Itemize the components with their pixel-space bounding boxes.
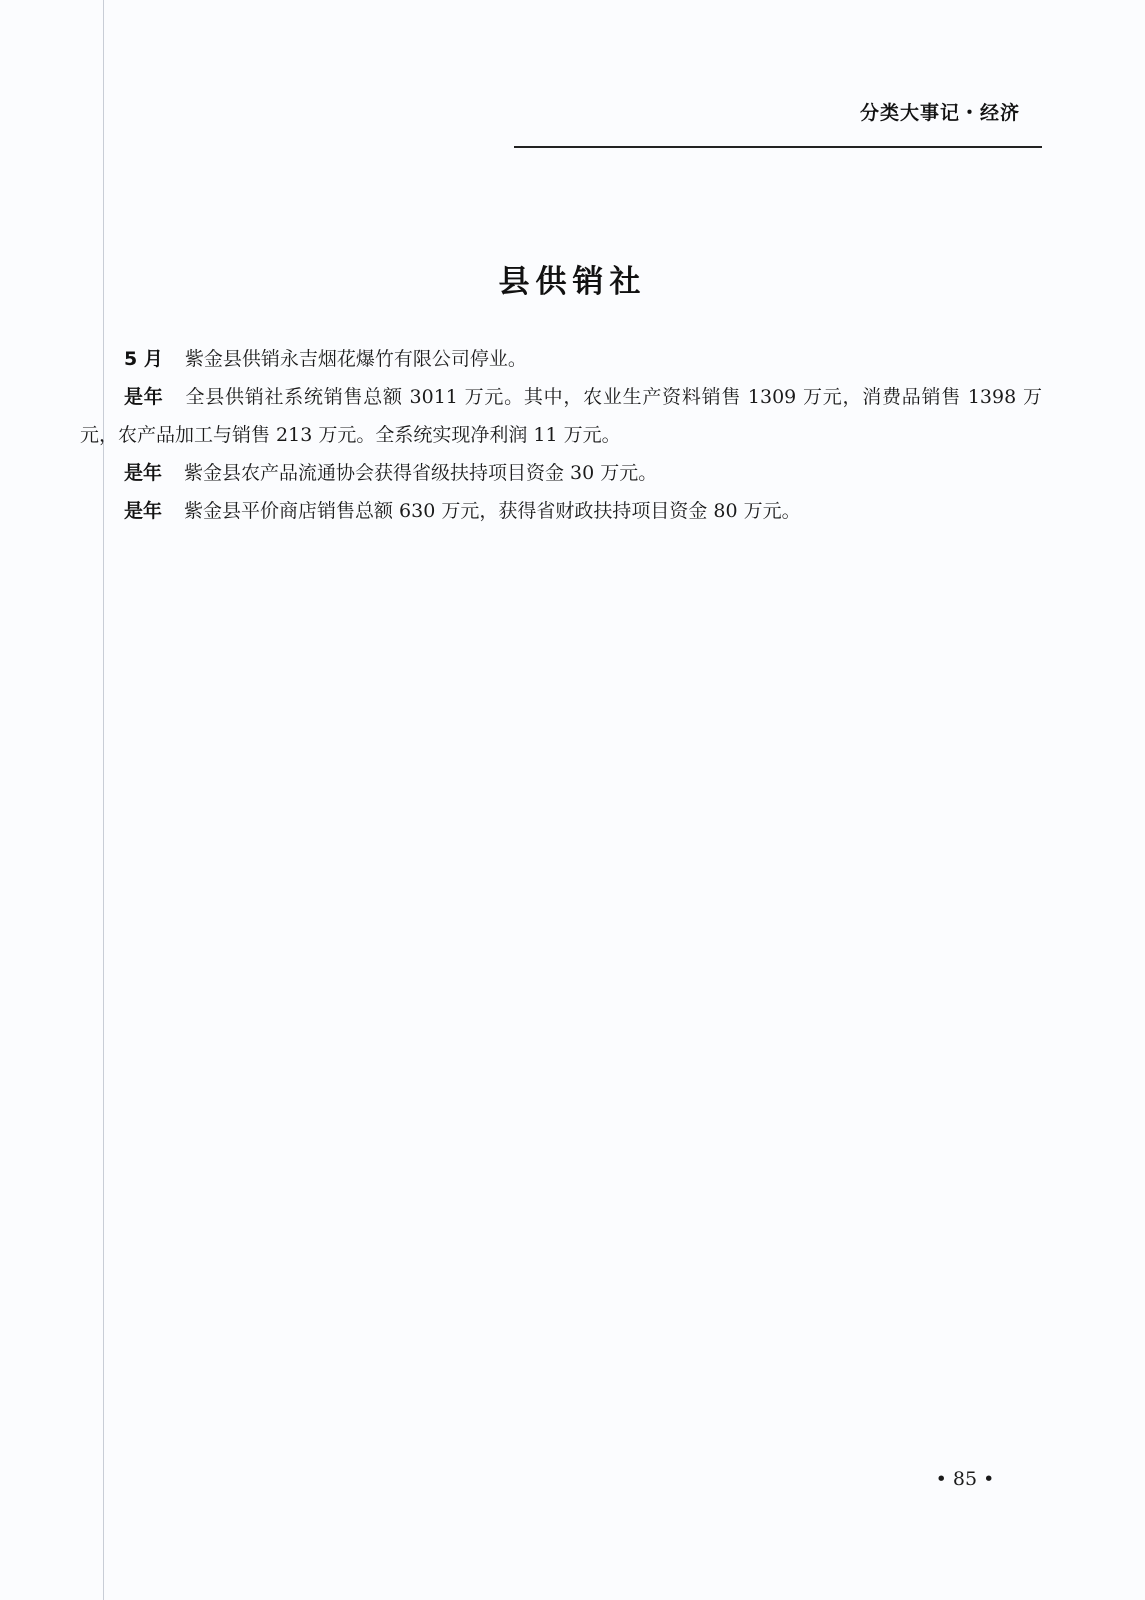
entry-text: 全县供销社系统销售总额 3011 万元。其中，农业生产资料销售 1309 万元，消费品销售 1398 万元，农产品加工与销售 213 万元。全系统实现净利润 11 万元。 bbox=[80, 386, 1042, 446]
chronicle-entry bbox=[80, 378, 1042, 454]
running-head: 分类大事记・经济 bbox=[859, 102, 1020, 124]
entry-text: 紫金县平价商店销售总额 630 万元，获得省财政扶持项目资金 80 万元。 bbox=[184, 500, 801, 522]
header-rule bbox=[514, 146, 1042, 148]
entry-text: 紫金县供销永吉烟花爆竹有限公司停业。 bbox=[184, 348, 527, 370]
chronicle-entry bbox=[80, 454, 1042, 492]
entry-text: 紫金县农产品流通协会获得省级扶持项目资金 30 万元。 bbox=[184, 462, 658, 484]
chronicle-entry bbox=[80, 492, 1042, 530]
chronicle-entry bbox=[80, 340, 1042, 378]
entry-date: 是年 bbox=[124, 386, 164, 408]
entry-date: 5 月 bbox=[124, 348, 163, 370]
entry-date: 是年 bbox=[124, 500, 163, 522]
binding-margin-line bbox=[103, 0, 104, 1600]
page-number: • 85 • bbox=[935, 1468, 995, 1490]
chronicle-entries bbox=[80, 340, 1042, 530]
entry-date: 是年 bbox=[124, 462, 163, 484]
section-title: 县供销社 bbox=[498, 264, 647, 300]
